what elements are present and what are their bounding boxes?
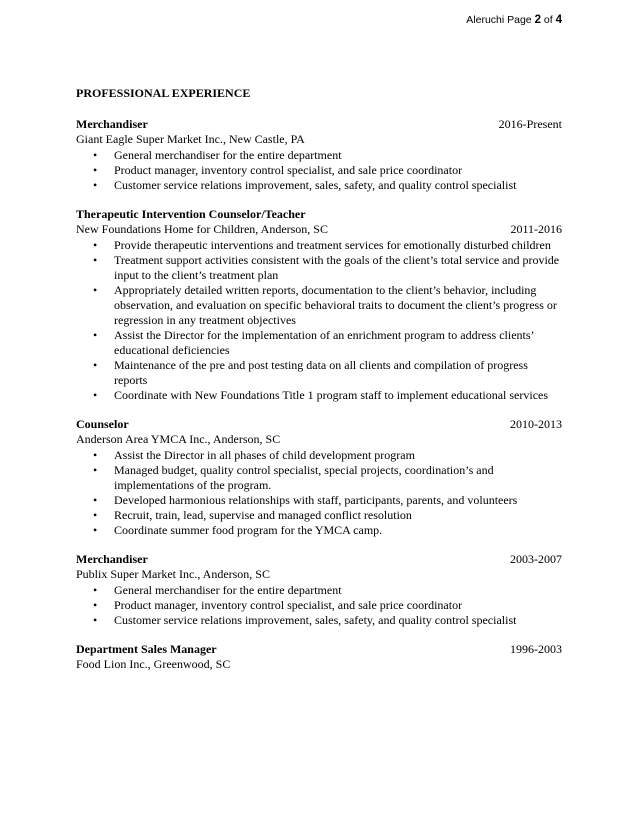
job-dates: 2016-Present <box>498 117 562 131</box>
duty-item: • Coordinate summer food program for the YMCA camp. <box>76 523 562 538</box>
job-header <box>76 552 562 567</box>
duty-item: • Provide therapeutic interventions and treatment services for emotionally disturbed children <box>76 238 562 253</box>
employer-row <box>76 132 562 147</box>
employer: Giant Eagle Super Market Inc., New Castle, PA <box>76 132 305 146</box>
job-title: Merchandiser <box>76 117 148 131</box>
employer-dates: 2011-2016 <box>510 222 562 236</box>
job-title: Therapeutic Intervention Counselor/Teacher <box>76 207 306 221</box>
duty-item: • Maintenance of the pre and post testing data on all clients and compilation of progress reports <box>76 358 562 388</box>
header-name: Aleruchi <box>466 14 505 26</box>
duty-item: • General merchandiser for the entire department <box>76 148 562 163</box>
employer: Food Lion Inc., Greenwood, SC <box>76 657 231 671</box>
job-dates: 2010-2013 <box>510 417 562 431</box>
duty-item: • Treatment support activities consistent with the goals of the client’s total service and provide input to the client’s treatment plan <box>76 253 562 283</box>
duty-item: • Product manager, inventory control specialist, and sale price coordinator <box>76 598 562 613</box>
job-list <box>76 117 562 672</box>
section-title: PROFESSIONAL EXPERIENCE <box>76 86 251 100</box>
duty-list <box>76 148 562 193</box>
duty-list <box>76 583 562 628</box>
employer-row <box>76 657 562 672</box>
employer: Anderson Area YMCA Inc., Anderson, SC <box>76 432 281 446</box>
job-entry <box>76 117 562 193</box>
duty-item: • Product manager, inventory control specialist, and sale price coordinator <box>76 163 562 178</box>
duty-item: • Coordinate with New Foundations Title 1 program staff to implement educational services <box>76 388 562 403</box>
duty-list <box>76 448 562 538</box>
employer-row <box>76 567 562 582</box>
header-total-pages: 4 <box>555 14 562 26</box>
job-header <box>76 417 562 432</box>
duty-item: • Assist the Director in all phases of child development program <box>76 448 562 463</box>
employer: Publix Super Market Inc., Anderson, SC <box>76 567 270 581</box>
employer-row <box>76 222 562 237</box>
employer: New Foundations Home for Children, Anderson, SC <box>76 222 328 236</box>
duty-item: • Customer service relations improvement, sales, safety, and quality control specialist <box>76 178 562 193</box>
job-entry <box>76 552 562 628</box>
job-entry <box>76 642 562 672</box>
duty-list <box>76 238 562 403</box>
resume-content <box>76 86 562 686</box>
header-page-word: Page <box>507 14 532 26</box>
duty-item: • Appropriately detailed written reports, documentation to the client’s behavior, including observation, and evaluation on specific behavioral traits to document the client’s progress or regression in any treatment objectives <box>76 283 562 328</box>
duty-item: • Assist the Director for the implementation of an enrichment program to address clients’ educational deficiencies <box>76 328 562 358</box>
job-title: Merchandiser <box>76 552 148 566</box>
job-entry <box>76 417 562 538</box>
job-entry <box>76 207 562 403</box>
duty-item: • Customer service relations improvement, sales, safety, and quality control specialist <box>76 613 562 628</box>
job-header <box>76 642 562 657</box>
employer-row <box>76 432 562 447</box>
duty-item: • Developed harmonious relationships with staff, participants, parents, and volunteers <box>76 493 562 508</box>
header-page-number: 2 <box>534 14 541 26</box>
duty-item: • General merchandiser for the entire department <box>76 583 562 598</box>
job-header <box>76 117 562 132</box>
job-title: Department Sales Manager <box>76 642 217 656</box>
duty-item: • Recruit, train, lead, supervise and managed conflict resolution <box>76 508 562 523</box>
header-of-word: of <box>543 14 553 26</box>
page-header <box>466 14 562 26</box>
job-header <box>76 207 562 222</box>
duty-item: • Managed budget, quality control specialist, special projects, coordination’s and implementations of the program. <box>76 463 562 493</box>
job-title: Counselor <box>76 417 129 431</box>
job-dates: 1996-2003 <box>510 642 562 656</box>
job-dates: 2003-2007 <box>510 552 562 566</box>
